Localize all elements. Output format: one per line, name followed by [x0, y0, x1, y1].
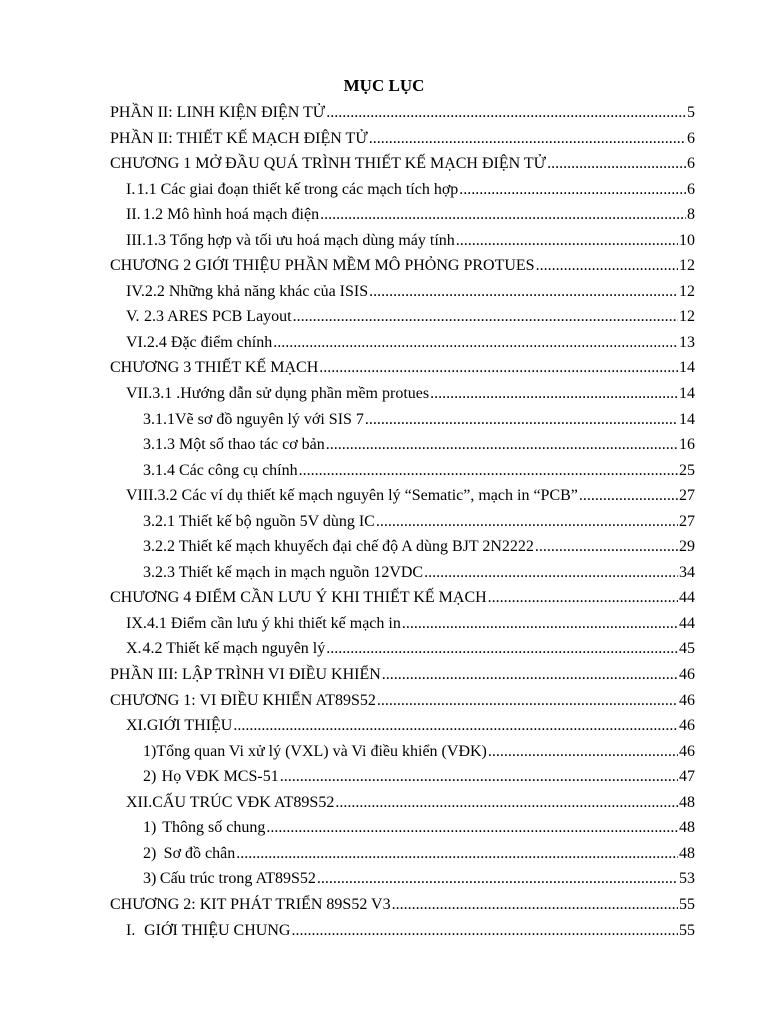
toc-entry-number: XII. [126, 793, 153, 811]
toc-entry-number: VI. [126, 333, 147, 351]
toc-entry-number: V. [126, 308, 140, 326]
toc-entry[interactable] [0, 432, 768, 458]
dot-leader [365, 407, 678, 432]
toc-page-number: 46 [679, 717, 695, 735]
toc-entry-text: CẤU TRÚC VĐK AT89S52 [152, 793, 335, 811]
toc-entry-text: 3.2.3 Thiết kế mạch in mạch nguồn 12VDC [143, 563, 424, 581]
toc-entry-text: Cấu trúc trong AT89S52 [159, 870, 316, 888]
toc-entry-text: 3.2.1 Thiết kế bộ nguồn 5V dùng IC [143, 512, 375, 530]
dot-leader [392, 892, 678, 917]
toc-page-number: 27 [679, 487, 695, 505]
toc-page-number: 48 [679, 819, 695, 837]
toc-entry[interactable] [0, 483, 768, 509]
dot-leader [236, 841, 678, 866]
toc-entry-text: 4.2 Thiết kế mạch nguyên lý [142, 640, 326, 658]
toc-entry-text: GIỚI THIỆU CHUNG [144, 921, 291, 939]
toc-page-number: 55 [679, 895, 695, 913]
toc-entry-text: Tổng quan Vi xử lý (VXL) và Vi điều khiển (VĐK) [156, 742, 487, 760]
toc-entry[interactable] [0, 279, 768, 305]
toc-entry[interactable] [0, 228, 768, 254]
dot-leader [291, 918, 678, 943]
dot-leader [547, 151, 686, 176]
toc-entry-text: CHƯƠNG 4 ĐIỂM CẦN LƯU Ý KHI THIẾT KẾ MẠCH [110, 589, 487, 607]
dot-leader [424, 560, 678, 585]
toc-page-number: 55 [679, 921, 695, 939]
toc-entry-text: 2.2 Những khả năng khác của ISIS [144, 282, 369, 300]
toc-entry[interactable] [0, 330, 768, 356]
toc-page-number: 48 [679, 844, 695, 862]
toc-entry-number: VIII. [126, 487, 158, 505]
toc-page-number: 6 [687, 155, 695, 173]
toc-entry-number: II. [126, 206, 141, 224]
toc-entry-text: 3.1.1Vẽ sơ đồ nguyên lý với SIS 7 [143, 410, 364, 428]
toc-page-number: 29 [679, 538, 695, 556]
dot-leader [266, 815, 678, 840]
toc-entry[interactable] [0, 407, 768, 433]
toc-entry[interactable] [0, 815, 768, 841]
toc-entry-number: 2) [143, 844, 157, 862]
dot-leader [377, 688, 678, 713]
toc-entry-number: XI. [126, 717, 147, 735]
toc-page-number: 6 [687, 129, 695, 147]
dot-leader [293, 304, 678, 329]
dot-leader [376, 509, 678, 534]
toc-entry[interactable] [0, 764, 768, 790]
dot-leader [335, 790, 678, 815]
toc-page-number: 14 [679, 385, 695, 403]
dot-leader [402, 611, 678, 636]
toc-entry[interactable] [0, 560, 768, 586]
toc-entry-number: VII. [126, 385, 153, 403]
toc-entry-number: III. [126, 231, 146, 249]
toc-entry[interactable] [0, 636, 768, 662]
toc-entry-text: Họ VĐK MCS-51 [161, 768, 279, 786]
dot-leader [273, 330, 678, 355]
toc-entry-text: PHẦN II: LINH KIỆN ĐIỆN TỬ [110, 104, 326, 121]
toc-page-number: 13 [679, 333, 695, 351]
toc-page-number: 46 [679, 666, 695, 684]
toc-page-number: 47 [679, 768, 695, 786]
toc-entry-text: Thông số chung [162, 819, 266, 837]
toc-entry-text: 2.3 ARES PCB Layout [144, 308, 292, 326]
toc-entry[interactable] [0, 841, 768, 867]
dot-leader [459, 177, 686, 202]
toc-page-number: 12 [679, 257, 695, 275]
dot-leader [317, 866, 678, 891]
toc-entry[interactable] [0, 688, 768, 714]
toc-entry-number: I. [126, 921, 136, 939]
toc-entry-text: 3.2.2 Thiết kế mạch khuyếch đại chế độ A dùng BJT 2N2222 [143, 538, 534, 556]
toc-page-number: 45 [679, 640, 695, 658]
toc-entry[interactable] [0, 458, 768, 484]
dot-leader [299, 458, 678, 483]
table-of-contents [0, 100, 768, 943]
dot-leader [326, 432, 678, 457]
toc-page-number: 8 [687, 206, 695, 224]
toc-entry-text: 3.2 Các ví dụ thiết kế mạch nguyên lý “Sematic”, mạch in “PCB” [157, 487, 578, 505]
toc-entry[interactable] [0, 662, 768, 688]
toc-entry[interactable] [0, 202, 768, 228]
dot-leader [326, 100, 686, 125]
toc-entry-number: IX. [126, 614, 147, 632]
toc-entry[interactable] [0, 790, 768, 816]
toc-entry-text: CHƯƠNG 2: KIT PHÁT TRIỂN 89S52 V3 [110, 895, 391, 913]
toc-entry[interactable] [0, 355, 768, 381]
dot-leader [280, 764, 678, 789]
toc-entry-text: 4.1 Điểm cần lưu ý khi thiết kế mạch in [146, 614, 401, 632]
toc-entry-text: CHƯƠNG 2 GIỚI THIỆU PHẦN MỀM MÔ PHỎNG PROTUES [110, 257, 535, 275]
dot-leader [369, 279, 678, 304]
toc-entry-text: 1.2 Mô hình hoá mạch điện [143, 206, 320, 224]
dot-leader [320, 202, 686, 227]
toc-page-number: 5 [687, 104, 695, 121]
toc-page-number: 6 [687, 180, 695, 198]
toc-entry-text: 2.4 Đặc điểm chính [146, 333, 273, 351]
dot-leader [488, 585, 678, 610]
toc-entry[interactable] [0, 100, 768, 126]
toc-entry[interactable] [0, 381, 768, 407]
toc-page-number: 46 [679, 742, 695, 760]
dot-leader [326, 636, 678, 661]
toc-entry-text: 3.1.4 Các công cụ chính [143, 461, 298, 479]
toc-entry-number: 2) [143, 768, 157, 786]
toc-entry-text: 3.1 .Hướng dẫn sử dụng phần mềm protues [152, 385, 430, 403]
dot-leader [319, 355, 678, 380]
toc-entry-number: IV. [126, 282, 145, 300]
toc-page-number: 34 [679, 563, 695, 581]
dot-leader [233, 713, 678, 738]
toc-entry-text: CHƯƠNG 1 MỞ ĐẦU QUÁ TRÌNH THIẾT KẾ MẠCH ĐIỆN TỬ [110, 155, 547, 173]
toc-entry-text: 3.1.3 Một số thao tác cơ bản [143, 436, 325, 454]
toc-entry[interactable] [0, 918, 768, 944]
dot-leader [536, 253, 678, 278]
toc-entry[interactable] [0, 177, 768, 203]
toc-entry-text: 1.3 Tổng hợp và tối ưu hoá mạch dùng máy tính [145, 231, 455, 249]
dot-leader [535, 534, 678, 559]
dot-leader [430, 381, 678, 406]
dot-leader [369, 126, 686, 151]
dot-leader [488, 739, 678, 764]
toc-entry-text: 1.1 Các giai đoạn thiết kế trong các mạch tích hợp [136, 180, 459, 198]
toc-page-number: 46 [679, 691, 695, 709]
toc-entry[interactable] [0, 126, 768, 152]
dot-leader [579, 483, 678, 508]
toc-page-number: 16 [679, 436, 695, 454]
toc-entry[interactable] [0, 585, 768, 611]
toc-entry-number: I. [126, 180, 136, 198]
toc-page-number: 48 [679, 793, 695, 811]
toc-entry-text: CHƯƠNG 1: VI ĐIỀU KHIỂN AT89S52 [110, 691, 376, 709]
toc-entry-text: PHẦN II: THIẾT KẾ MẠCH ĐIỆN TỬ [110, 129, 368, 147]
toc-page-number: 14 [679, 410, 695, 428]
toc-entry-text: Sơ đồ chân [163, 844, 236, 862]
toc-page-number: 44 [679, 614, 695, 632]
toc-entry[interactable] [0, 892, 768, 918]
toc-entry[interactable] [0, 713, 768, 739]
toc-page-number: 14 [679, 359, 695, 377]
toc-entry-number: 1) [143, 819, 157, 837]
toc-page-number: 12 [679, 308, 695, 326]
toc-entry-number: X. [126, 640, 142, 658]
dot-leader [456, 228, 678, 253]
toc-entry[interactable] [0, 534, 768, 560]
toc-entry-text: PHẦN III: LẬP TRÌNH VI ĐIỀU KHIỂN [110, 666, 381, 684]
toc-page-number: 10 [679, 231, 695, 249]
toc-entry[interactable] [0, 866, 768, 892]
toc-title: MỤC LỤC [343, 76, 425, 95]
toc-entry[interactable] [0, 611, 768, 637]
toc-page-number: 44 [679, 589, 695, 607]
toc-page-number: 27 [679, 512, 695, 530]
toc-entry[interactable] [0, 509, 768, 535]
toc-page-number: 53 [679, 870, 695, 888]
toc-entry[interactable] [0, 304, 768, 330]
toc-entry[interactable] [0, 253, 768, 279]
toc-entry-text: GIỚI THIỆU [146, 717, 233, 735]
dot-leader [382, 662, 678, 687]
toc-entry[interactable] [0, 739, 768, 765]
toc-entry-number: 1) [143, 742, 157, 760]
toc-entry-text: CHƯƠNG 3 THIẾT KẾ MẠCH [110, 359, 319, 377]
toc-page-number: 25 [679, 461, 695, 479]
toc-entry[interactable] [0, 151, 768, 177]
toc-page-number: 12 [679, 282, 695, 300]
toc-entry-number: 3) [143, 870, 157, 888]
